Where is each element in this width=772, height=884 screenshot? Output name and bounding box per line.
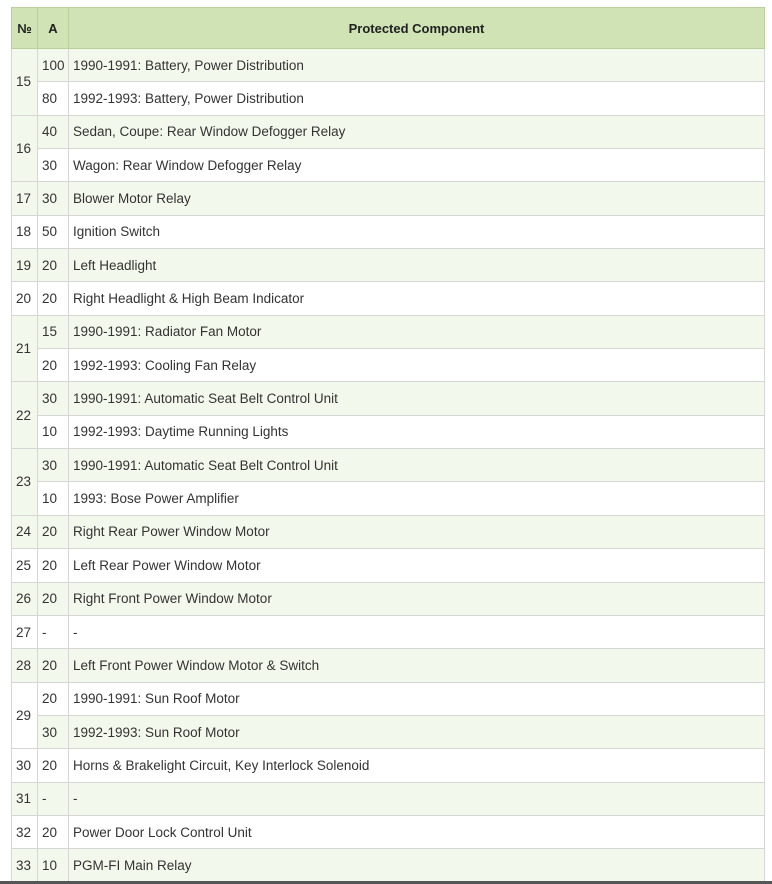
- table-row: [12, 49, 765, 82]
- amperage-cell: 10: [38, 415, 69, 448]
- amperage-cell: 30: [38, 449, 69, 482]
- fuse-number-cell: 30: [12, 749, 38, 782]
- table-row: [12, 715, 765, 748]
- amperage-cell: 15: [38, 315, 69, 348]
- component-cell: PGM-FI Main Relay: [69, 849, 765, 882]
- table-row: [12, 149, 765, 182]
- component-cell: 1992-1993: Daytime Running Lights: [69, 415, 765, 448]
- component-cell: 1992-1993: Battery, Power Distribution: [69, 82, 765, 115]
- component-cell: -: [69, 782, 765, 815]
- table-row: [12, 282, 765, 315]
- table-row: [12, 749, 765, 782]
- component-cell: Right Rear Power Window Motor: [69, 515, 765, 548]
- fuse-number-cell: 33: [12, 849, 38, 882]
- component-cell: 1992-1993: Sun Roof Motor: [69, 715, 765, 748]
- amperage-cell: 20: [38, 582, 69, 615]
- amperage-cell: -: [38, 782, 69, 815]
- fuse-number-cell: 17: [12, 182, 38, 215]
- fuse-number-cell: 15: [12, 49, 38, 116]
- component-cell: Power Door Lock Control Unit: [69, 815, 765, 848]
- component-cell: Ignition Switch: [69, 215, 765, 248]
- table-header-row: [12, 8, 765, 49]
- table-row: [12, 215, 765, 248]
- fuse-number-cell: 31: [12, 782, 38, 815]
- component-cell: 1990-1991: Automatic Seat Belt Control Unit: [69, 382, 765, 415]
- table-row: [12, 515, 765, 548]
- amperage-cell: 20: [38, 682, 69, 715]
- amperage-cell: 30: [38, 382, 69, 415]
- component-cell: Horns & Brakelight Circuit, Key Interlock Solenoid: [69, 749, 765, 782]
- amperage-cell: 30: [38, 149, 69, 182]
- amperage-cell: 100: [38, 49, 69, 82]
- fuse-number-cell: 27: [12, 615, 38, 648]
- header-amperage: A: [38, 8, 69, 49]
- amperage-cell: 10: [38, 849, 69, 882]
- header-number: №: [12, 8, 38, 49]
- table-row: [12, 115, 765, 148]
- component-cell: Left Front Power Window Motor & Switch: [69, 649, 765, 682]
- component-cell: 1990-1991: Radiator Fan Motor: [69, 315, 765, 348]
- amperage-cell: 20: [38, 749, 69, 782]
- table-row: [12, 449, 765, 482]
- table-row: [12, 182, 765, 215]
- table-row: [12, 815, 765, 848]
- table-row: [12, 249, 765, 282]
- fuse-number-cell: 23: [12, 449, 38, 516]
- component-cell: Blower Motor Relay: [69, 182, 765, 215]
- table-row: [12, 349, 765, 382]
- component-cell: Wagon: Rear Window Defogger Relay: [69, 149, 765, 182]
- component-cell: Sedan, Coupe: Rear Window Defogger Relay: [69, 115, 765, 148]
- fuse-number-cell: 21: [12, 315, 38, 382]
- fuse-number-cell: 29: [12, 682, 38, 749]
- amperage-cell: 20: [38, 349, 69, 382]
- table-row: [12, 682, 765, 715]
- component-cell: Left Headlight: [69, 249, 765, 282]
- table-row: [12, 315, 765, 348]
- header-component: Protected Component: [69, 8, 765, 49]
- fuse-number-cell: 28: [12, 649, 38, 682]
- amperage-cell: 80: [38, 82, 69, 115]
- amperage-cell: 20: [38, 649, 69, 682]
- amperage-cell: 50: [38, 215, 69, 248]
- table-row: [12, 782, 765, 815]
- component-cell: 1993: Bose Power Amplifier: [69, 482, 765, 515]
- component-cell: Left Rear Power Window Motor: [69, 549, 765, 582]
- component-cell: 1990-1991: Battery, Power Distribution: [69, 49, 765, 82]
- table-row: [12, 415, 765, 448]
- component-cell: 1990-1991: Sun Roof Motor: [69, 682, 765, 715]
- amperage-cell: 20: [38, 282, 69, 315]
- table-row: [12, 482, 765, 515]
- amperage-cell: 20: [38, 549, 69, 582]
- table-row: [12, 82, 765, 115]
- fuse-number-cell: 18: [12, 215, 38, 248]
- table-row: [12, 549, 765, 582]
- table-row: [12, 615, 765, 648]
- component-cell: -: [69, 615, 765, 648]
- table-row: [12, 649, 765, 682]
- fuse-number-cell: 26: [12, 582, 38, 615]
- amperage-cell: 20: [38, 249, 69, 282]
- fuse-number-cell: 16: [12, 115, 38, 182]
- table-row: [12, 582, 765, 615]
- component-cell: Right Front Power Window Motor: [69, 582, 765, 615]
- amperage-cell: 30: [38, 182, 69, 215]
- table-body: [12, 49, 765, 883]
- amperage-cell: 30: [38, 715, 69, 748]
- fuse-number-cell: 19: [12, 249, 38, 282]
- amperage-cell: 40: [38, 115, 69, 148]
- component-cell: 1992-1993: Cooling Fan Relay: [69, 349, 765, 382]
- fuse-table: [11, 7, 765, 883]
- amperage-cell: -: [38, 615, 69, 648]
- amperage-cell: 20: [38, 815, 69, 848]
- component-cell: 1990-1991: Automatic Seat Belt Control Unit: [69, 449, 765, 482]
- fuse-number-cell: 24: [12, 515, 38, 548]
- fuse-number-cell: 22: [12, 382, 38, 449]
- fuse-number-cell: 32: [12, 815, 38, 848]
- component-cell: Right Headlight & High Beam Indicator: [69, 282, 765, 315]
- table-row: [12, 849, 765, 882]
- amperage-cell: 20: [38, 515, 69, 548]
- fuse-number-cell: 25: [12, 549, 38, 582]
- amperage-cell: 10: [38, 482, 69, 515]
- table-row: [12, 382, 765, 415]
- fuse-number-cell: 20: [12, 282, 38, 315]
